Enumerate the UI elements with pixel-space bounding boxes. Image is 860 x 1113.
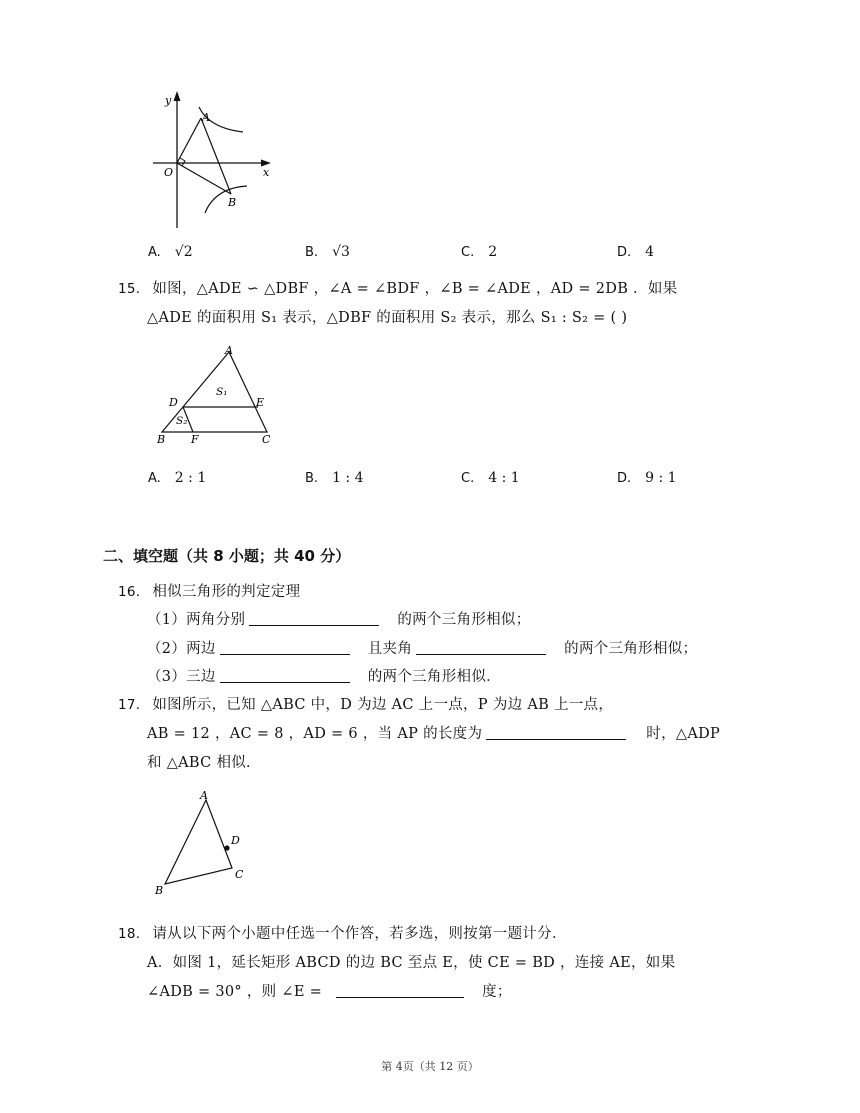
q16-title: 16. 相似三角形的判定定理 (118, 584, 301, 600)
q15-label-b: B (157, 433, 166, 446)
page-footer: 第 4页（共 12 页） (381, 1060, 479, 1073)
q17-label-c: C (235, 868, 244, 881)
q16-blank-4[interactable] (220, 668, 350, 683)
q16-blank-2[interactable] (220, 640, 350, 655)
q14-figure (145, 88, 275, 233)
q17-label-b: B (155, 884, 164, 897)
q15-option-a: A. 2 : 1 (148, 470, 207, 486)
q14-label-b: B (228, 196, 237, 209)
q15-label-a: A (225, 344, 233, 357)
q18-line-2: A．如图 1，延长矩形 ABCD 的边 BC 至点 E，使 CE = BD ，连接 AE，如果 (147, 955, 676, 971)
q16-line-3: （3）三边 的两个三角形相似． (147, 669, 501, 685)
q15-option-b: B. 1 : 4 (305, 470, 364, 486)
q15-number: 15. (118, 281, 141, 297)
q18-line-3: ∠ADB = 30° ，则 ∠E = 度； (147, 984, 512, 1000)
q17-line-3: 和 △ABC 相似． (147, 755, 261, 771)
q15-label-s2: S₂ (176, 415, 188, 427)
q18-line-1: 18. 请从以下两个小题中任选一个作答，若多选，则按第一题计分． (118, 926, 567, 942)
q15-figure (152, 342, 282, 447)
q17-label-d: D (231, 834, 240, 847)
q15-line-1: 15. 如图，△ADE ∽ △DBF ，∠A = ∠BDF ，∠B = ∠ADE ，AD = 2DB ．如果 (118, 281, 678, 297)
q15-label-s1: S₁ (216, 386, 228, 398)
q14-label-x: x (263, 166, 270, 179)
q17-blank[interactable] (486, 725, 626, 740)
q15-label-e: E (256, 396, 265, 409)
section-2-heading: 二、填空题（共 8 小题；共 40 分） (103, 547, 351, 565)
q16-line-1: （1）两角分别 的两个三角形相似； (147, 612, 531, 628)
q14-label-a: A (202, 111, 210, 124)
q14-option-b: B. √3 (305, 244, 350, 260)
q17-label-a: A (200, 789, 208, 802)
q15-label-c: C (262, 433, 271, 446)
q14-label-o: O (164, 166, 174, 179)
q16-blank-1[interactable] (249, 611, 379, 626)
q14-label-y: y (165, 94, 172, 107)
q15-option-d: D. 9 : 1 (617, 470, 677, 486)
q17-number: 17. (118, 697, 141, 713)
q17-figure (150, 786, 260, 901)
q14-option-d: D. 4 (617, 244, 655, 260)
q17-line-1: 17. 如图所示，已知 △ABC 中，D 为边 AC 上一点，P 为边 AB 上一点， (118, 697, 614, 713)
q16-number: 16. (118, 584, 141, 600)
q15-label-d: D (169, 396, 178, 409)
q15-label-f: F (191, 433, 199, 446)
q14-option-c: C. 2 (461, 244, 498, 260)
q18-blank[interactable] (336, 983, 464, 998)
q16-blank-3[interactable] (416, 640, 546, 655)
q16-line-2: （2）两边 且夹角 的两个三角形相似； (147, 641, 698, 657)
q15-option-c: C. 4 : 1 (461, 470, 520, 486)
q14-option-a: A. √2 (148, 244, 193, 260)
q17-line-2: AB = 12 ，AC = 8 ，AD = 6 ，当 AP 的长度为 时，△ADP (147, 726, 721, 742)
q18-number: 18. (118, 926, 141, 942)
q15-line-2: △ADE 的面积用 S₁ 表示，△DBF 的面积用 S₂ 表示，那么 S₁ : S₂ = ( ) (147, 310, 628, 326)
